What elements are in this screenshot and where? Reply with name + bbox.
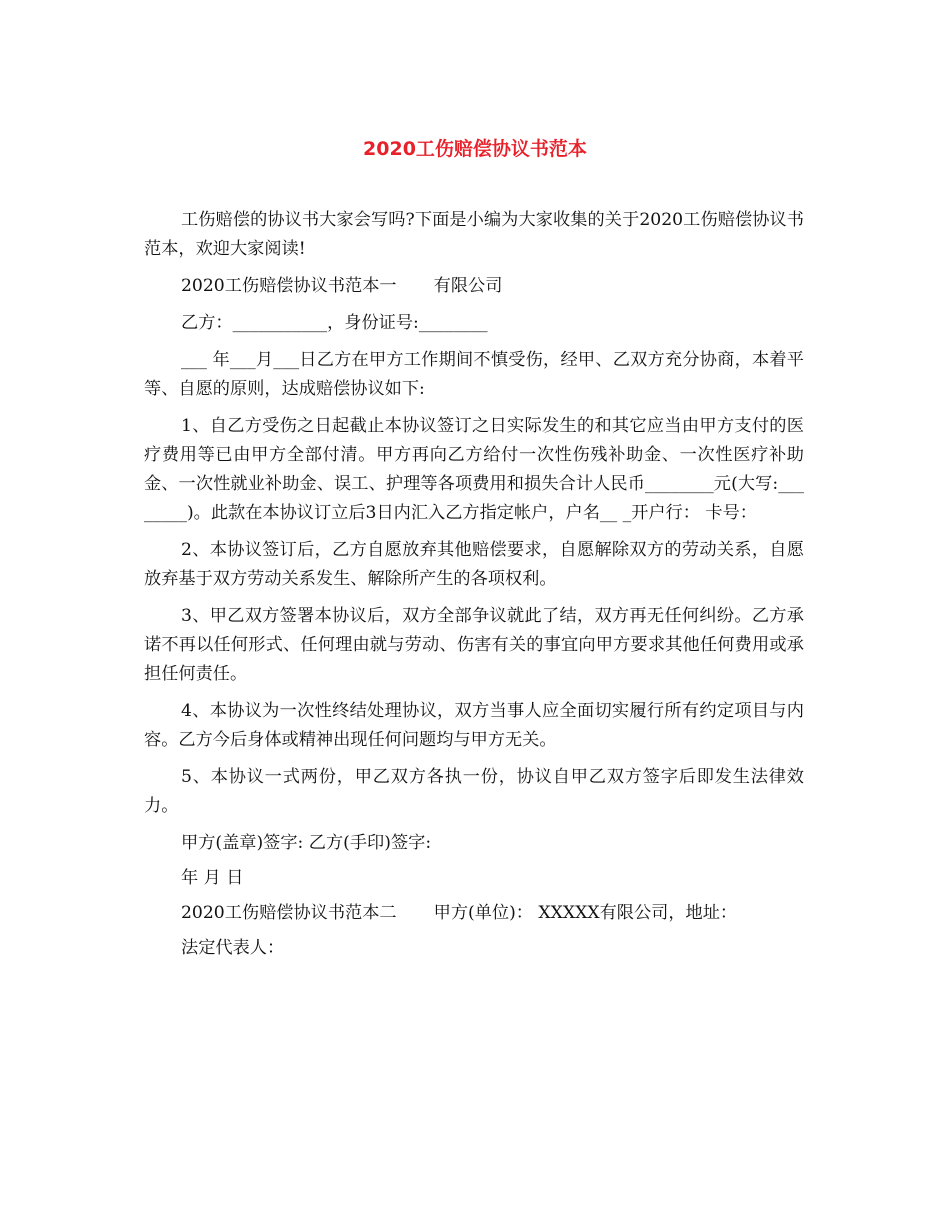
sample1-heading-line bbox=[144, 272, 804, 301]
intro-paragraph: 工伤赔偿的协议书大家会写吗?下面是小编为大家收集的关于2020工伤赔偿协议书范本，欢迎大家阅读! bbox=[144, 210, 804, 259]
sample1-heading: 2020工伤赔偿协议书范本一 bbox=[181, 276, 397, 296]
clause-2: 2、本协议签订后，乙方自愿放弃其他赔偿要求，自愿解除双方的劳动关系，自愿放弃基于双方劳动关系发生、解除所产生的各项权利。 bbox=[144, 540, 804, 589]
sample1-company: 有限公司 bbox=[433, 276, 503, 296]
clause-1: 1、自乙方受伤之日起截止本协议签订之日实际发生的和其它应当由甲方支付的医疗费用等已由甲方全部付清。甲方再向乙方给付一次性伤残补助金、一次性医疗补助金、一次性就业补助金、误工、护理等各项费用和损失合计人民币________元(大写:________)。此款在本协议订立后3日内汇入乙方指定帐户，户名__ _开户行： 卡号： bbox=[144, 416, 804, 523]
sample2-heading-line bbox=[144, 899, 804, 928]
date-paragraph: ___ 年___月___日乙方在甲方工作期间不慎受伤，经甲、乙双方充分协商，本着平等、自愿的原则，达成赔偿协议如下: bbox=[144, 350, 804, 399]
signature-line: 甲方(盖章)签字: 乙方(手印)签字: bbox=[181, 833, 432, 853]
sample2-heading: 2020工伤赔偿协议书范本二 bbox=[181, 903, 397, 923]
clause-4: 4、本协议为一次性终结处理协议，双方当事人应全面切实履行所有约定项目与内容。乙方今后身体或精神出现任何问题均与甲方无关。 bbox=[144, 701, 804, 750]
clause-3: 3、甲乙双方签署本协议后，双方全部争议就此了结，双方再无任何纠纷。乙方承诺不再以任何形式、任何理由就与劳动、伤害有关的事宜向甲方要求其他任何费用或承担任何责任。 bbox=[144, 606, 804, 684]
document-title: 2020工伤赔偿协议书范本 bbox=[363, 138, 587, 160]
legal-representative-line: 法定代表人： bbox=[181, 938, 285, 958]
sample2-party-a: 甲方(单位)： XXXXX有限公司，地址： bbox=[433, 903, 738, 923]
clause-5: 5、本协议一式两份，甲乙双方各执一份，协议自甲乙双方签字后即发生法律效力。 bbox=[144, 767, 804, 816]
party-b-line: 乙方：___________，身份证号:________ bbox=[181, 313, 488, 333]
date-line: 年 月 日 bbox=[181, 868, 244, 888]
document-body bbox=[144, 206, 804, 969]
